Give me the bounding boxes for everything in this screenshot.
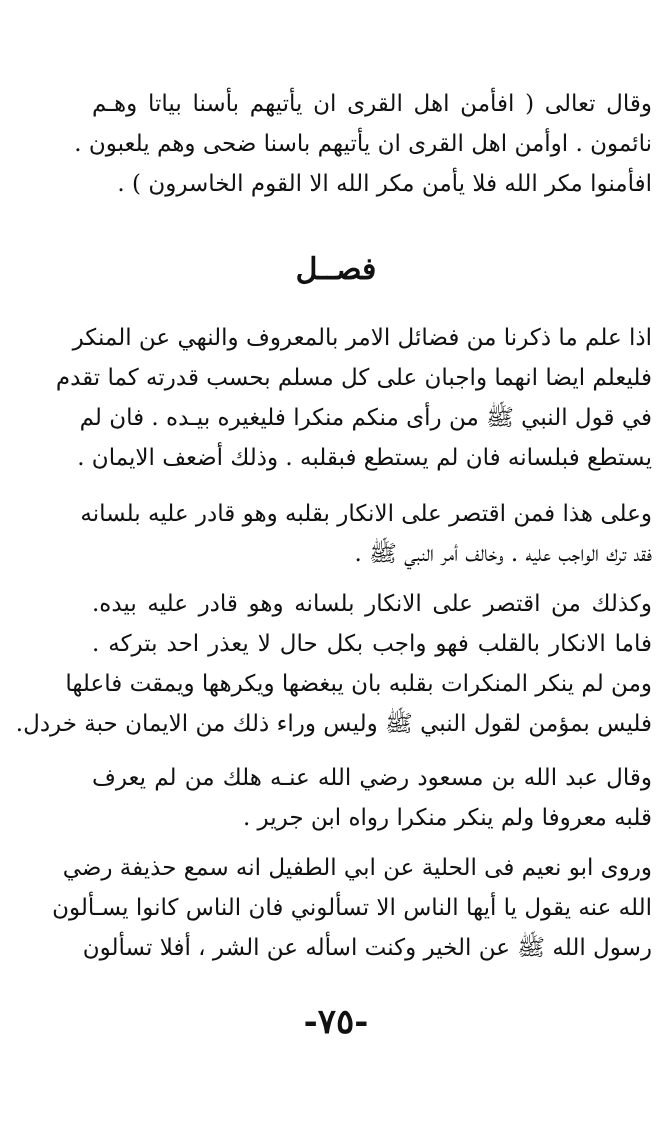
text-line: فليس بمؤمن لقول النبي ﷺ وليس وراء ذلك من الايمان حبة خردل. xyxy=(15,711,652,737)
section-heading: فصــل xyxy=(295,252,377,287)
text-line: في قول النبي ﷺ من رأى منكم منكرا فليغيره بيـده . فان لم xyxy=(79,405,652,431)
text-line: فليعلم ايضا انهما واجبان على كل مسلم بحسب قدرته كما تقدم xyxy=(55,365,652,391)
paragraph-obligation xyxy=(55,318,652,478)
text-line: وعلى هذا فمن اقتصر على الانكار بقلبه وهو قادر عليه بلسانه xyxy=(80,501,652,527)
text-line: ومن لم ينكر المنكرات بقلبه بان يبغضها ويكرهها ويمقت فاعلها xyxy=(65,671,652,697)
page-number: -٧٥- xyxy=(303,1002,369,1042)
text-line: وروى ابو نعيم فى الحلية عن ابي الطفيل انه سمع حذيفة رضي xyxy=(62,855,652,881)
text-line: فقد ترك الواجب عليه . وخالف أمر النبي ﷺ . xyxy=(354,541,652,567)
text-line: يستطع فبلسانه فان لم يستطع فبقلبه . وذلك أضعف الايمان . xyxy=(77,445,652,471)
quran-quote-paragraph xyxy=(74,84,652,204)
text-line: قلبه معروفا ولم ينكر منكرا رواه ابن جرير . xyxy=(242,805,652,831)
text-line: رسول الله ﷺ عن الخير وكنت اسأله عن الشر ، أفلا تسألون xyxy=(82,935,652,961)
text-line: وكذلك من اقتصر على الانكار بلسانه وهو قادر عليه بيده. xyxy=(92,591,652,617)
text-line: افأمنوا مكر الله فلا يأمن مكر الله الا القوم الخاسرون ) . xyxy=(117,171,652,197)
paragraph-abu-nuaym xyxy=(52,848,652,968)
text-line: وقال عبد الله بن مسعود رضي الله عنـه هلك من لم يعرف xyxy=(92,765,652,791)
text-line: اذا علم ما ذكرنا من فضائل الامر بالمعروف والنهي عن المنكر xyxy=(72,325,652,351)
text-line: فاما الانكار بالقلب فهو واجب بكل حال لا يعذر احد بتركه . xyxy=(92,631,652,657)
text-line: وقال تعالى ( افأمن اهل القرى ان يأتيهم بأسنا بياتا وهـم xyxy=(92,91,652,117)
text-line: نائمون . اوأمن اهل القرى ان يأتيهم باسنا ضحى وهم يلعبون . xyxy=(74,131,652,157)
paragraph-tongue-only xyxy=(15,584,652,744)
paragraph-ibn-masud xyxy=(92,758,652,838)
text-line: الله عنه يقول يا أيها الناس الا تسألوني فان الناس كانوا يسـألون xyxy=(52,895,652,921)
paragraph-heart-only xyxy=(80,494,652,574)
